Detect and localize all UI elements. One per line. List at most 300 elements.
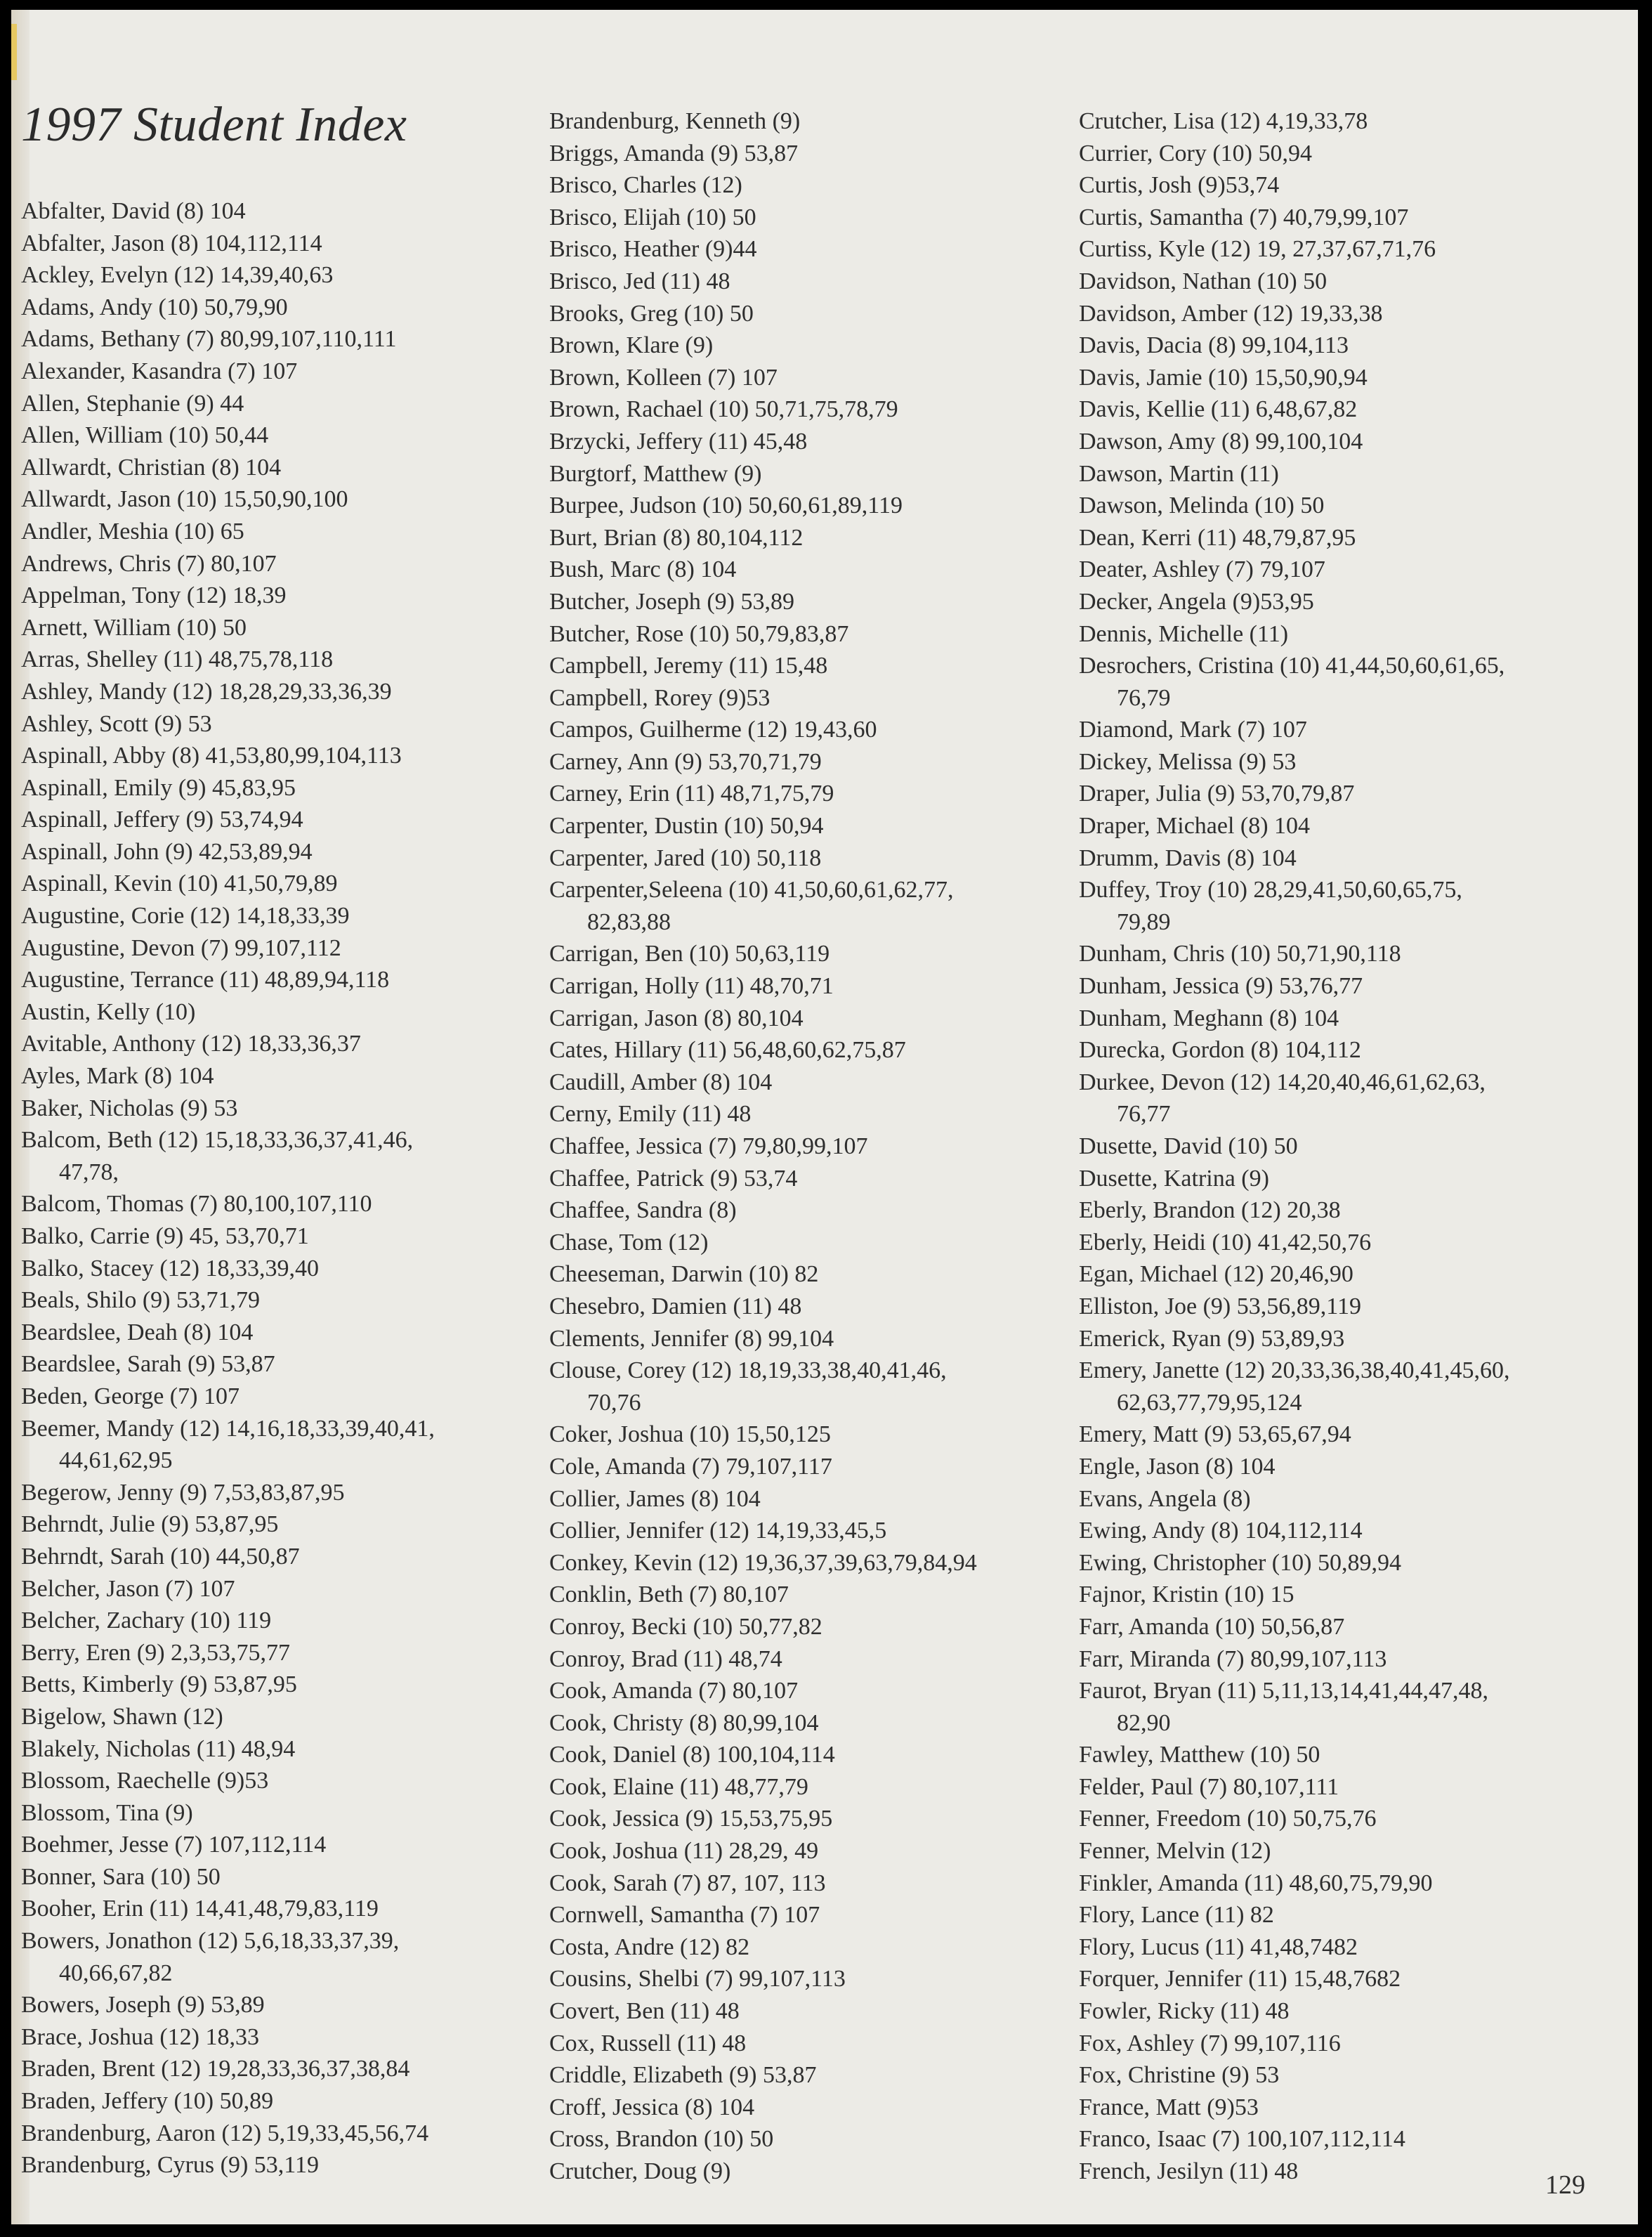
index-entry-text: Durecka, Gordon (8) 104,112 <box>1079 1037 1361 1064</box>
index-entry-text: Ewing, Christopher (10) 50,89,94 <box>1079 1549 1401 1576</box>
index-column-3 <box>1079 105 1509 2188</box>
index-entry <box>549 522 977 554</box>
index-entry <box>21 836 435 868</box>
index-entry <box>549 1194 977 1227</box>
index-entry-text: Dean, Kerri (11) 48,79,87,95 <box>1079 524 1356 551</box>
index-entry <box>21 2118 435 2150</box>
index-entry <box>21 1765 435 1797</box>
index-entry-text: Deater, Ashley (7) 79,107 <box>1079 556 1325 583</box>
index-entry <box>1079 1163 1509 1195</box>
index-entry <box>21 516 435 548</box>
index-entry <box>549 970 977 1003</box>
index-entry-text: France, Matt (9)53 <box>1079 2094 1259 2120</box>
index-entry-text: Carrigan, Jason (8) 80,104 <box>549 1005 804 1031</box>
index-entry-text: Ewing, Andy (8) 104,112,114 <box>1079 1518 1363 1544</box>
index-entry-text: Brown, Rachael (10) 50,71,75,78,79 <box>549 396 898 423</box>
index-entry <box>1079 233 1509 266</box>
page-title: 1997 Student Index <box>21 98 407 152</box>
index-entry-text: Conroy, Brad (11) 48,74 <box>549 1645 782 1672</box>
index-entry-text: Burgtorf, Matthew (9) <box>549 460 762 487</box>
index-entry-text: Chesebro, Damien (11) 48 <box>549 1293 802 1319</box>
index-entry-text: Criddle, Elizabeth (9) 53,87 <box>549 2062 817 2089</box>
index-entry <box>549 1483 977 1515</box>
index-entry-text: Brown, Kolleen (7) 107 <box>549 364 778 391</box>
index-entry <box>1079 1418 1509 1451</box>
index-entry <box>1079 1515 1509 1547</box>
index-entry-text: Desrochers, Cristina (10) 41,44,50,60,61,65, <box>1079 653 1505 679</box>
index-entry <box>549 2092 977 2124</box>
index-entry-text: Crutcher, Lisa (12) 4,19,33,78 <box>1079 108 1368 134</box>
index-entry-text: Emery, Matt (9) 53,65,67,94 <box>1079 1421 1351 1448</box>
index-entry <box>1079 1675 1509 1739</box>
index-entry-text: Blossom, Raechelle (9)53 <box>21 1768 269 1794</box>
index-entry <box>21 804 435 836</box>
index-entry-text: Brace, Joshua (12) 18,33 <box>21 2023 259 2050</box>
index-entry <box>21 580 435 612</box>
index-entry-text: Beals, Shilo (9) 53,71,79 <box>21 1287 260 1314</box>
index-entry-text: Burpee, Judson (10) 50,60,61,89,119 <box>549 493 903 519</box>
index-entry <box>549 393 977 426</box>
index-entry <box>21 708 435 741</box>
index-entry <box>21 1541 435 1573</box>
index-entry-text: Campbell, Rorey (9)53 <box>549 684 771 711</box>
index-entry-text: Cole, Amanda (7) 79,107,117 <box>549 1453 832 1480</box>
index-entry-text: Emerick, Ryan (9) 53,89,93 <box>1079 1325 1345 1352</box>
index-entry <box>21 1253 435 1285</box>
index-entry-continuation: 47,78, <box>59 1159 119 1185</box>
index-entry <box>1079 1355 1509 1418</box>
index-entry <box>21 644 435 676</box>
index-entry <box>1079 1483 1509 1515</box>
index-entry <box>1079 746 1509 778</box>
index-entry <box>1079 970 1509 1003</box>
index-entry-text: Duffey, Troy (10) 28,29,41,50,60,65,75, <box>1079 877 1462 904</box>
index-entry <box>1079 298 1509 330</box>
index-entry-text: Aspinall, Kevin (10) 41,50,79,89 <box>21 870 338 897</box>
index-entry <box>1079 393 1509 426</box>
index-entry-text: Austin, Kelly (10) <box>21 998 196 1025</box>
index-entry-continuation: 82,90 <box>1117 1709 1171 1736</box>
index-entry-text: Flory, Lucus (11) 41,48,7482 <box>1079 1933 1358 1960</box>
index-entry <box>549 1291 977 1323</box>
index-entry <box>549 1258 977 1291</box>
index-entry <box>1079 105 1509 138</box>
index-entry-text: Clements, Jennifer (8) 99,104 <box>549 1325 834 1352</box>
index-entry-text: Durkee, Devon (12) 14,20,40,46,61,62,63, <box>1079 1069 1486 1095</box>
index-entry-text: Farr, Miranda (7) 80,99,107,113 <box>1079 1645 1387 1672</box>
index-entry <box>1079 138 1509 170</box>
index-entry <box>549 1611 977 1643</box>
index-entry <box>549 330 977 362</box>
index-entry-text: Arnett, William (10) 50 <box>21 614 247 641</box>
index-entry <box>1079 1803 1509 1835</box>
index-column-2 <box>549 105 977 2188</box>
index-entry-text: Fox, Christine (9) 53 <box>1079 2062 1280 2089</box>
index-entry-text: Aspinall, Jeffery (9) 53,74,94 <box>21 807 303 833</box>
index-entry-text: Franco, Isaac (7) 100,107,112,114 <box>1079 2126 1405 2153</box>
index-entry <box>1079 1194 1509 1227</box>
index-entry-text: Abfalter, Jason (8) 104,112,114 <box>21 230 322 256</box>
index-entry-text: Appelman, Tony (12) 18,39 <box>21 582 287 609</box>
index-entry-text: Costa, Andre (12) 82 <box>549 1933 750 1960</box>
index-entry-text: Cousins, Shelbi (7) 99,107,113 <box>549 1966 846 1993</box>
index-entry-text: Adams, Andy (10) 50,79,90 <box>21 294 288 320</box>
index-entry-text: Balcom, Beth (12) 15,18,33,36,37,41,46, <box>21 1127 414 1154</box>
index-entry <box>549 778 977 810</box>
index-entry-text: Dawson, Melinda (10) 50 <box>1079 493 1325 519</box>
index-entry <box>1079 1067 1509 1130</box>
index-entry-text: Butcher, Joseph (9) 53,89 <box>549 588 794 615</box>
index-entry-text: Ayles, Mark (8) 104 <box>21 1063 214 1090</box>
index-entry <box>1079 1003 1509 1035</box>
index-entry-text: Begerow, Jenny (9) 7,53,83,87,95 <box>21 1479 345 1506</box>
index-entry-text: Behrndt, Sarah (10) 44,50,87 <box>21 1543 300 1570</box>
index-entry <box>549 1739 977 1771</box>
index-entry-text: Dawson, Martin (11) <box>1079 460 1279 487</box>
index-entry-text: Dusette, Katrina (9) <box>1079 1165 1269 1192</box>
index-entry-text: Cook, Daniel (8) 100,104,114 <box>549 1742 835 1768</box>
index-entry <box>1079 842 1509 875</box>
index-entry <box>21 676 435 708</box>
index-entry-text: Ashley, Scott (9) 53 <box>21 710 212 737</box>
index-entry-text: Finkler, Amanda (11) 48,60,75,79,90 <box>1079 1870 1433 1896</box>
index-entry-text: Collier, James (8) 104 <box>549 1485 761 1512</box>
index-entry <box>21 932 435 965</box>
index-entry <box>21 259 435 292</box>
index-entry <box>21 964 435 996</box>
index-entry-text: Braden, Jeffery (10) 50,89 <box>21 2088 274 2115</box>
index-entry <box>21 1508 435 1541</box>
index-entry-text: Currier, Cory (10) 50,94 <box>1079 140 1312 167</box>
index-entry-text: Belcher, Zachary (10) 119 <box>21 1607 272 1634</box>
index-entry-continuation: 82,83,88 <box>587 908 671 935</box>
index-entry-text: Andrews, Chris (7) 80,107 <box>21 550 277 577</box>
index-entry <box>21 388 435 420</box>
index-entry <box>549 1675 977 1707</box>
binding-marker <box>11 24 17 80</box>
index-entry-text: Campbell, Jeremy (11) 15,48 <box>549 653 828 679</box>
index-entry <box>1079 169 1509 202</box>
index-entry-text: Flory, Lance (11) 82 <box>1079 1902 1274 1929</box>
index-entry-text: Egan, Michael (12) 20,46,90 <box>1079 1261 1353 1288</box>
index-entry-text: Eberly, Heidi (10) 41,42,50,76 <box>1079 1229 1372 1256</box>
index-entry <box>549 1547 977 1579</box>
index-entry <box>21 1989 435 2021</box>
index-entry-text: Dawson, Amy (8) 99,100,104 <box>1079 428 1363 455</box>
index-entry-text: Allwardt, Christian (8) 104 <box>21 454 282 481</box>
index-entry <box>21 2085 435 2118</box>
index-entry-text: Andler, Meshia (10) 65 <box>21 518 244 544</box>
index-entry <box>1079 2123 1509 2156</box>
index-entry <box>21 868 435 900</box>
index-entry-text: Brooks, Greg (10) 50 <box>549 300 754 327</box>
index-entry <box>549 1067 977 1099</box>
index-entry <box>1079 1291 1509 1323</box>
index-entry-text: Balcom, Thomas (7) 80,100,107,110 <box>21 1191 372 1218</box>
index-entry-text: Curtis, Samantha (7) 40,79,99,107 <box>1079 204 1409 230</box>
index-entry-text: Cook, Sarah (7) 87, 107, 113 <box>549 1870 826 1896</box>
index-entry <box>21 1893 435 1925</box>
index-entry-text: Cross, Brandon (10) 50 <box>549 2126 774 2153</box>
index-entry-text: Bowers, Jonathon (12) 5,6,18,33,37,39, <box>21 1928 400 1955</box>
index-entry <box>21 1220 435 1253</box>
index-entry <box>549 1707 977 1740</box>
index-entry <box>21 195 435 228</box>
index-entry <box>21 2053 435 2085</box>
index-entry <box>1079 1899 1509 1931</box>
index-entry <box>21 1124 435 1188</box>
index-entry <box>1079 1867 1509 1900</box>
index-entry-text: Chaffee, Jessica (7) 79,80,99,107 <box>549 1133 868 1159</box>
index-entry <box>21 1093 435 1125</box>
index-entry-text: Chase, Tom (12) <box>549 1229 709 1256</box>
index-entry-text: Cerny, Emily (11) 48 <box>549 1101 752 1128</box>
index-entry-continuation: 79,89 <box>1117 908 1171 935</box>
index-entry <box>21 1348 435 1381</box>
index-entry-text: Fox, Ashley (7) 99,107,116 <box>1079 2030 1341 2056</box>
index-entry <box>549 1323 977 1355</box>
index-entry-text: Faurot, Bryan (11) 5,11,13,14,41,44,47,48, <box>1079 1678 1488 1704</box>
index-list <box>549 105 977 2188</box>
index-entry <box>21 548 435 580</box>
index-entry-text: Chaffee, Patrick (9) 53,74 <box>549 1165 798 1192</box>
index-entry-text: Caudill, Amber (8) 104 <box>549 1069 773 1095</box>
index-entry <box>1079 714 1509 746</box>
index-entry-text: Fajnor, Kristin (10) 15 <box>1079 1581 1294 1608</box>
index-entry-text: Aspinall, John (9) 42,53,89,94 <box>21 838 313 865</box>
index-entry-text: Crutcher, Doug (9) <box>549 2158 731 2184</box>
index-entry <box>549 1995 977 2028</box>
index-entry <box>1079 490 1509 522</box>
index-entry-text: Behrndt, Julie (9) 53,87,95 <box>21 1511 279 1538</box>
index-entry-text: Dennis, Michelle (11) <box>1079 620 1289 647</box>
index-entry <box>21 1317 435 1349</box>
index-entry <box>21 772 435 804</box>
index-entry-text: Bigelow, Shawn (12) <box>21 1703 223 1730</box>
index-entry-text: Cornwell, Samantha (7) 107 <box>549 1902 820 1929</box>
index-entry <box>21 1605 435 1637</box>
index-entry <box>549 169 977 202</box>
index-entry <box>1079 1227 1509 1259</box>
index-entry <box>21 483 435 516</box>
index-entry-text: Collier, Jennifer (12) 14,19,33,45,5 <box>549 1518 887 1544</box>
index-entry <box>549 1003 977 1035</box>
index-entry-text: Baker, Nicholas (9) 53 <box>21 1095 238 1121</box>
index-entry-text: Bonner, Sara (10) 50 <box>21 1863 221 1890</box>
index-entry-text: Dunham, Chris (10) 50,71,90,118 <box>1079 941 1401 967</box>
index-entry-text: Allwardt, Jason (10) 15,50,90,100 <box>21 486 348 513</box>
index-entry <box>1079 1579 1509 1611</box>
index-entry-text: Cates, Hillary (11) 56,48,60,62,75,87 <box>549 1037 906 1064</box>
index-entry-text: Brisco, Heather (9)44 <box>549 236 757 263</box>
index-entry <box>21 1797 435 1830</box>
index-entry <box>549 458 977 490</box>
index-entry-text: Balko, Carrie (9) 45, 53,70,71 <box>21 1223 309 1249</box>
index-entry-text: Carrigan, Ben (10) 50,63,119 <box>549 941 830 967</box>
index-entry-text: Conkey, Kevin (12) 19,36,37,39,63,79,84,94 <box>549 1549 977 1576</box>
index-entry <box>1079 2092 1509 2124</box>
index-entry-text: Davidson, Amber (12) 19,33,38 <box>1079 300 1383 327</box>
index-entry <box>21 1861 435 1893</box>
index-entry-text: Brandenburg, Aaron (12) 5,19,33,45,56,74 <box>21 2120 429 2146</box>
index-entry-text: Clouse, Corey (12) 18,19,33,38,40,41,46, <box>549 1357 947 1384</box>
index-entry <box>549 874 977 938</box>
index-entry-text: Ackley, Evelyn (12) 14,39,40,63 <box>21 262 334 289</box>
index-entry <box>21 1669 435 1701</box>
index-entry <box>549 746 977 778</box>
index-entry-text: Abfalter, David (8) 104 <box>21 198 246 224</box>
index-entry <box>21 1733 435 1766</box>
index-entry <box>1079 1963 1509 1995</box>
index-entry <box>549 1835 977 1867</box>
index-entry <box>21 1188 435 1220</box>
index-entry <box>1079 1611 1509 1643</box>
index-entry-text: Belcher, Jason (7) 107 <box>21 1575 235 1602</box>
index-entry <box>21 612 435 644</box>
index-entry <box>549 1867 977 1900</box>
index-entry <box>1079 778 1509 810</box>
index-entry-text: Farr, Amanda (10) 50,56,87 <box>1079 1613 1345 1640</box>
index-page <box>11 10 1638 2224</box>
index-entry <box>549 938 977 970</box>
index-entry-continuation: 70,76 <box>587 1389 641 1416</box>
index-entry <box>549 650 977 682</box>
index-entry <box>21 1284 435 1317</box>
index-entry <box>549 138 977 170</box>
index-entry-text: Chaffee, Sandra (8) <box>549 1197 737 1224</box>
index-entry <box>549 1098 977 1130</box>
index-entry-text: Evans, Angela (8) <box>1079 1485 1251 1512</box>
index-entry <box>1079 202 1509 234</box>
index-entry-text: Carrigan, Holly (11) 48,70,71 <box>549 973 834 1000</box>
index-entry-text: Aspinall, Emily (9) 45,83,95 <box>21 774 296 801</box>
index-entry-text: Avitable, Anthony (12) 18,33,36,37 <box>21 1031 361 1057</box>
index-entry-text: Dickey, Melissa (9) 53 <box>1079 748 1297 775</box>
index-entry-text: Booher, Erin (11) 14,41,48,79,83,119 <box>21 1896 379 1922</box>
index-entry-text: Cheeseman, Darwin (10) 82 <box>549 1261 819 1288</box>
index-entry-text: Emery, Janette (12) 20,33,36,38,40,41,45,60, <box>1079 1357 1510 1384</box>
index-entry-text: Fowler, Ricky (11) 48 <box>1079 1998 1290 2025</box>
index-entry-text: Braden, Brent (12) 19,28,33,36,37,38,84 <box>21 2056 410 2082</box>
index-entry <box>1079 586 1509 618</box>
index-entry <box>549 682 977 715</box>
index-entry-text: Draper, Michael (8) 104 <box>1079 813 1311 840</box>
index-entry-text: Forquer, Jennifer (11) 15,48,7682 <box>1079 1966 1401 1993</box>
index-entry-text: Carpenter, Dustin (10) 50,94 <box>549 813 824 840</box>
index-entry-text: Berry, Eren (9) 2,3,53,75,77 <box>21 1639 291 1666</box>
index-entry-text: French, Jesilyn (11) 48 <box>1079 2158 1299 2184</box>
index-entry <box>21 1925 435 1989</box>
index-entry-text: Dusette, David (10) 50 <box>1079 1133 1298 1159</box>
index-entry <box>1079 1931 1509 1964</box>
index-entry-text: Coker, Joshua (10) 15,50,125 <box>549 1421 831 1448</box>
index-entry <box>549 586 977 618</box>
index-entry-text: Augustine, Terrance (11) 48,89,94,118 <box>21 967 390 993</box>
index-entry-text: Campos, Guilherme (12) 19,43,60 <box>549 717 877 743</box>
index-entry-text: Allen, Stephanie (9) 44 <box>21 390 244 417</box>
index-entry <box>549 266 977 298</box>
index-entry <box>21 356 435 388</box>
index-entry <box>549 1034 977 1067</box>
index-entry-text: Elliston, Joe (9) 53,56,89,119 <box>1079 1293 1361 1319</box>
index-entry <box>1079 1835 1509 1867</box>
index-entry <box>549 2156 977 2188</box>
index-entry-text: Adams, Bethany (7) 80,99,107,110,111 <box>21 326 397 353</box>
index-entry-continuation: 76,77 <box>1117 1101 1171 1128</box>
index-entry-continuation: 76,79 <box>1117 684 1171 711</box>
index-entry <box>21 1829 435 1861</box>
index-entry <box>21 1381 435 1413</box>
index-entry <box>21 419 435 452</box>
index-entry-text: Covert, Ben (11) 48 <box>549 1998 740 2025</box>
index-entry <box>1079 1547 1509 1579</box>
index-entry <box>549 490 977 522</box>
index-entry <box>21 1701 435 1733</box>
index-entry-text: Engle, Jason (8) 104 <box>1079 1453 1276 1480</box>
index-list <box>21 195 435 2181</box>
index-entry <box>549 554 977 586</box>
index-entry-text: Brandenburg, Cyrus (9) 53,119 <box>21 2152 320 2179</box>
index-entry <box>549 2123 977 2156</box>
index-entry <box>1079 1034 1509 1067</box>
index-entry-text: Dunham, Jessica (9) 53,76,77 <box>1079 973 1363 1000</box>
index-entry-text: Brzycki, Jeffery (11) 45,48 <box>549 428 808 455</box>
index-entry-text: Brandenburg, Kenneth (9) <box>549 108 801 134</box>
index-entry <box>1079 1739 1509 1771</box>
index-entry <box>549 1931 977 1964</box>
index-entry <box>549 1451 977 1483</box>
index-entry <box>1079 1258 1509 1291</box>
index-entry <box>21 1477 435 1509</box>
index-entry-text: Alexander, Kasandra (7) 107 <box>21 358 298 384</box>
index-entry <box>21 1637 435 1669</box>
index-entry-text: Conklin, Beth (7) 80,107 <box>549 1581 789 1608</box>
index-entry-text: Betts, Kimberly (9) 53,87,95 <box>21 1671 297 1698</box>
index-entry <box>1079 1323 1509 1355</box>
index-entry <box>549 1963 977 1995</box>
index-entry <box>21 1573 435 1605</box>
index-entry-text: Arras, Shelley (11) 48,75,78,118 <box>21 646 334 673</box>
index-entry-text: Carney, Ann (9) 53,70,71,79 <box>549 748 822 775</box>
index-entry-text: Felder, Paul (7) 80,107,111 <box>1079 1773 1339 1800</box>
index-entry-text: Carpenter, Jared (10) 50,118 <box>549 844 822 871</box>
index-entry <box>549 1355 977 1418</box>
index-entry <box>549 1418 977 1451</box>
index-entry <box>1079 2156 1509 2188</box>
index-entry-text: Decker, Angela (9)53,95 <box>1079 588 1314 615</box>
index-column-1 <box>21 195 435 2181</box>
index-entry-text: Davis, Kellie (11) 6,48,67,82 <box>1079 396 1358 423</box>
index-entry <box>1079 1643 1509 1676</box>
index-entry-text: Fenner, Melvin (12) <box>1079 1838 1271 1865</box>
index-entry <box>1079 1451 1509 1483</box>
index-entry <box>21 900 435 932</box>
index-entry-text: Carney, Erin (11) 48,71,75,79 <box>549 781 834 807</box>
index-entry-text: Davidson, Nathan (10) 50 <box>1079 268 1328 294</box>
index-entry <box>549 202 977 234</box>
index-entry <box>1079 330 1509 362</box>
index-entry <box>549 2028 977 2060</box>
index-list <box>1079 105 1509 2188</box>
index-entry-text: Curtiss, Kyle (12) 19, 27,37,67,71,76 <box>1079 236 1436 263</box>
index-entry <box>21 996 435 1029</box>
index-entry-text: Blossom, Tina (9) <box>21 1799 193 1826</box>
index-entry <box>1079 426 1509 458</box>
index-entry-text: Allen, William (10) 50,44 <box>21 422 269 449</box>
index-entry-text: Eberly, Brandon (12) 20,38 <box>1079 1197 1341 1224</box>
index-entry <box>549 426 977 458</box>
index-entry <box>1079 1130 1509 1163</box>
